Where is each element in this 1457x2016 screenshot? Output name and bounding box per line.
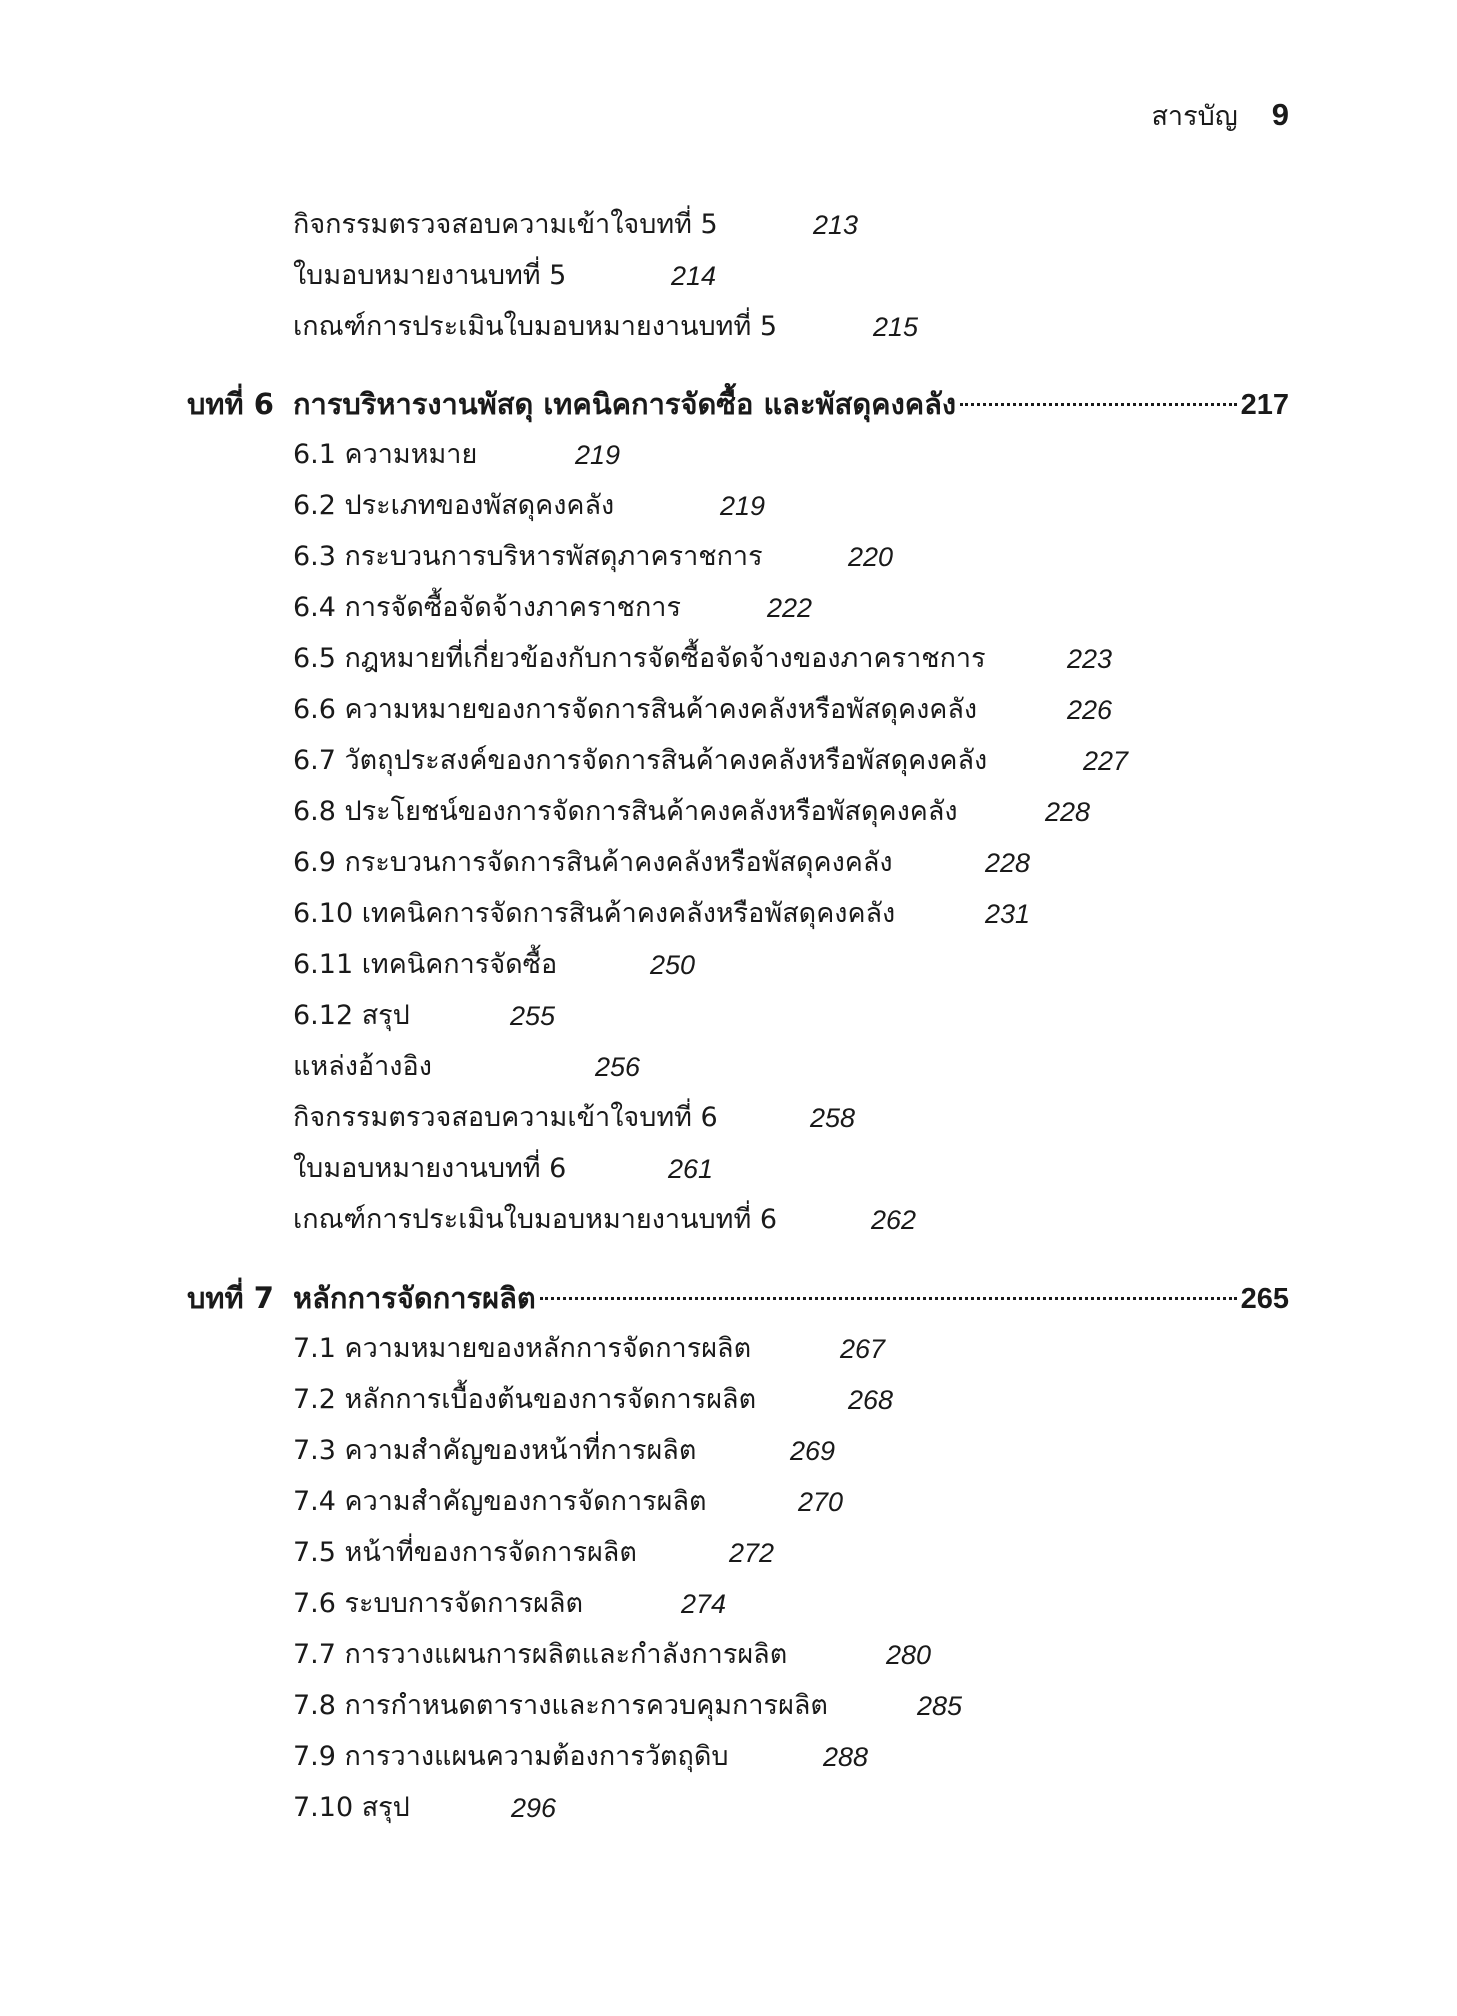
toc-entry[interactable] [293, 843, 1031, 883]
page-number: 9 [1271, 97, 1289, 132]
toc-entry-page: 227 [1083, 746, 1129, 776]
toc-entry[interactable] [293, 537, 894, 577]
chapter-label: บทที่ 6 [187, 387, 274, 421]
chapter-heading-7[interactable] [187, 1274, 1289, 1322]
toc-entry-title: 6.8 ประโยชน์ของการจัดการสินค้าคงคลังหรือพัสดุคงคลัง [293, 796, 958, 827]
toc-entry[interactable] [293, 1149, 714, 1189]
toc-entry-page: 228 [985, 848, 1031, 878]
toc-entry-title: 6.3 กระบวนการบริหารพัสดุภาคราชการ [293, 541, 763, 572]
toc-entry-page: 219 [575, 440, 621, 470]
toc-entry[interactable] [293, 307, 919, 347]
toc-entry-page: 215 [873, 312, 919, 342]
page-header [1151, 94, 1289, 137]
toc-entry-page: 222 [767, 593, 813, 623]
toc-entry[interactable] [293, 1047, 641, 1087]
toc-entry-page: 280 [886, 1640, 932, 1670]
toc-entry-title: ใบมอบหมายงานบทที่ 6 [293, 1153, 567, 1184]
toc-entry-page: 256 [595, 1052, 641, 1082]
toc-entry-title: 7.7 การวางแผนการผลิตและกำลังการผลิต [293, 1639, 788, 1670]
toc-entry-title: กิจกรรมตรวจสอบความเข้าใจบทที่ 5 [293, 209, 718, 240]
toc-entry-page: 258 [810, 1103, 856, 1133]
toc-entry[interactable] [293, 1788, 557, 1828]
toc-entry-title: ใบมอบหมายงานบทที่ 5 [293, 260, 567, 291]
toc-entry-page: 270 [798, 1487, 844, 1517]
toc-entry-title: 6.7 วัตถุประสงค์ของการจัดการสินค้าคงคลังหรือพัสดุคงคลัง [293, 745, 988, 776]
toc-entry-page: 250 [650, 950, 696, 980]
toc-entry[interactable] [293, 1431, 836, 1471]
dot-leader [960, 403, 1237, 406]
toc-entry[interactable] [293, 1329, 886, 1369]
toc-entry-page: 223 [1067, 644, 1113, 674]
toc-entry[interactable] [293, 894, 1031, 934]
toc-entry[interactable] [293, 741, 1129, 781]
toc-entry-title: 6.12 สรุป [293, 1000, 410, 1031]
toc-entry-page: 285 [917, 1691, 963, 1721]
header-title: สารบัญ [1151, 101, 1238, 132]
toc-entry-title: เกณฑ์การประเมินใบมอบหมายงานบทที่ 5 [293, 311, 778, 342]
toc-entry-title: กิจกรรมตรวจสอบความเข้าใจบทที่ 6 [293, 1102, 718, 1133]
chapter-heading-6[interactable] [187, 380, 1289, 428]
toc-entry-page: 261 [668, 1154, 714, 1184]
toc-entry-page: 269 [790, 1436, 836, 1466]
toc-entry-page: 296 [511, 1793, 557, 1823]
toc-entry-title: 6.1 ความหมาย [293, 439, 478, 470]
toc-entry-title: 6.2 ประเภทของพัสดุคงคลัง [293, 490, 615, 521]
chapter-title: หลักการจัดการผลิต [293, 1281, 536, 1315]
toc-entry[interactable] [293, 639, 1113, 679]
toc-entry-page: 274 [681, 1589, 727, 1619]
toc-entry-title: 7.6 ระบบการจัดการผลิต [293, 1588, 584, 1619]
dot-leader [540, 1297, 1237, 1300]
toc-entry[interactable] [293, 1533, 775, 1573]
toc-entry[interactable] [293, 1482, 844, 1522]
toc-entry-title: 6.9 กระบวนการจัดการสินค้าคงคลังหรือพัสดุคงคลัง [293, 847, 893, 878]
chapter-title: การบริหารงานพัสดุ เทคนิคการจัดซื้อ และพัสดุคงคลัง [293, 387, 957, 421]
toc-entry-title: 7.9 การวางแผนความต้องการวัตถุดิบ [293, 1741, 729, 1772]
chapter-label: บทที่ 7 [187, 1281, 274, 1315]
toc-entry-page: 228 [1045, 797, 1091, 827]
toc-entry[interactable] [293, 1380, 894, 1420]
toc-entry-title: 7.4 ความสำคัญของการจัดการผลิต [293, 1486, 707, 1517]
chapter-page: 217 [1240, 389, 1289, 421]
toc-entry[interactable] [293, 588, 813, 628]
toc-entry[interactable] [293, 1200, 917, 1240]
toc-entry-page: 268 [848, 1385, 894, 1415]
toc-entry-title: 6.5 กฎหมายที่เกี่ยวข้องกับการจัดซื้อจัดจ้างของภาคราชการ [293, 643, 986, 674]
toc-entry[interactable] [293, 1737, 869, 1777]
toc-entry-page: 213 [813, 210, 859, 240]
toc-entry-title: 7.8 การกำหนดตารางและการควบคุมการผลิต [293, 1690, 828, 1721]
toc-entry-page: 272 [729, 1538, 775, 1568]
toc-entry-page: 231 [985, 899, 1031, 929]
toc-entry[interactable] [293, 1584, 727, 1624]
toc-entry-title: 7.3 ความสำคัญของหน้าที่การผลิต [293, 1435, 697, 1466]
toc-entry[interactable] [293, 996, 556, 1036]
toc-entry-title: 6.10 เทคนิคการจัดการสินค้าคงคลังหรือพัสดุคงคลัง [293, 898, 896, 929]
toc-entry-title: 7.5 หน้าที่ของการจัดการผลิต [293, 1537, 637, 1568]
toc-entry-title: 7.1 ความหมายของหลักการจัดการผลิต [293, 1333, 752, 1364]
toc-entry-page: 226 [1067, 695, 1113, 725]
toc-entry-title: 6.4 การจัดซื้อจัดจ้างภาคราชการ [293, 592, 681, 623]
toc-entry-title: 6.6 ความหมายของการจัดการสินค้าคงคลังหรือพัสดุคงคลัง [293, 694, 978, 725]
toc-entry-title: เกณฑ์การประเมินใบมอบหมายงานบทที่ 6 [293, 1204, 778, 1235]
toc-entry[interactable] [293, 1686, 963, 1726]
chapter-page: 265 [1240, 1283, 1289, 1315]
toc-entry-page: 288 [823, 1742, 869, 1772]
toc-entry-page: 219 [720, 491, 766, 521]
toc-entry[interactable] [293, 1635, 932, 1675]
toc-entry-title: 6.11 เทคนิคการจัดซื้อ [293, 949, 558, 980]
toc-entry[interactable] [293, 435, 621, 475]
toc-entry[interactable] [293, 1098, 856, 1138]
toc-entry-page: 267 [840, 1334, 886, 1364]
toc-entry-page: 214 [671, 261, 717, 291]
toc-entry[interactable] [293, 690, 1113, 730]
toc-entry[interactable] [293, 945, 696, 985]
toc-entry-page: 255 [510, 1001, 556, 1031]
toc-entry[interactable] [293, 792, 1091, 832]
toc-entry[interactable] [293, 486, 766, 526]
toc-entry-page: 262 [871, 1205, 917, 1235]
toc-entry-title: แหล่งอ้างอิง [293, 1051, 432, 1082]
toc-entry-title: 7.10 สรุป [293, 1792, 410, 1823]
toc-entry[interactable] [293, 256, 717, 296]
toc-entry-page: 220 [848, 542, 894, 572]
toc-entry-title: 7.2 หลักการเบื้องต้นของการจัดการผลิต [293, 1384, 757, 1415]
toc-entry[interactable] [293, 205, 859, 245]
